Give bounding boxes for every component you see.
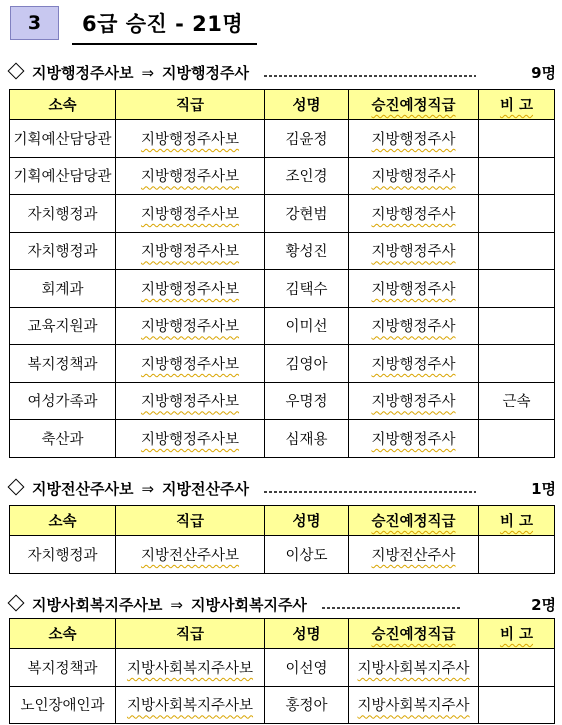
- column-header-grade: 직급: [116, 619, 265, 649]
- cell-remarks: [479, 120, 555, 158]
- promotion-table-2: [9, 505, 555, 574]
- diamond-bullet-icon: [8, 595, 25, 612]
- table-row: [10, 270, 555, 308]
- promotion-table-1: [9, 89, 555, 458]
- cell-grade: 지방행정주사보: [116, 120, 265, 158]
- leader-dots: [322, 597, 462, 615]
- right-arrow-icon: ⇒: [141, 64, 155, 82]
- cell-name: 강현범: [265, 195, 349, 233]
- cell-grade: 지방행정주사보: [116, 232, 265, 270]
- column-header-remarks: 비 고: [479, 506, 555, 536]
- table-header-row: [10, 90, 555, 120]
- cell-name: 심재용: [265, 420, 349, 458]
- cell-remarks: [479, 345, 555, 383]
- section-count: 2명: [531, 596, 556, 614]
- cell-grade: 지방전산주사보: [116, 536, 265, 574]
- table-row: [10, 649, 555, 687]
- cell-remarks: [479, 307, 555, 345]
- cell-target-grade: 지방행정주사: [349, 307, 479, 345]
- table-header-row: [10, 506, 555, 536]
- table-row: [10, 382, 555, 420]
- cell-grade: 지방행정주사보: [116, 307, 265, 345]
- column-header-grade: 직급: [116, 506, 265, 536]
- leader-dots: [264, 481, 476, 499]
- cell-name: 이선영: [265, 649, 349, 687]
- page-title: 6급 승진 - 21명: [82, 12, 244, 36]
- column-header-affiliation: 소속: [10, 90, 116, 120]
- table-row: [10, 120, 555, 158]
- cell-target-grade: 지방행정주사: [349, 157, 479, 195]
- table-row: [10, 420, 555, 458]
- table-row: [10, 307, 555, 345]
- cell-name: 김택수: [265, 270, 349, 308]
- cell-remarks: [479, 649, 555, 687]
- cell-target-grade: 지방행정주사: [349, 382, 479, 420]
- column-header-target-grade: 승진예정직급: [349, 619, 479, 649]
- title-underline: [72, 43, 257, 45]
- table-row: [10, 232, 555, 270]
- section-heading-3: [6, 594, 556, 614]
- cell-grade: 지방행정주사보: [116, 345, 265, 383]
- section-count: 1명: [531, 480, 556, 498]
- cell-grade: 지방행정주사보: [116, 382, 265, 420]
- cell-affiliation: 복지정책과: [10, 345, 116, 383]
- section-from-grade: 지방행정주사보: [32, 64, 134, 82]
- cell-grade: 지방행정주사보: [116, 420, 265, 458]
- cell-remarks: [479, 686, 555, 724]
- cell-remarks: [479, 536, 555, 574]
- cell-affiliation: 기획예산담당관: [10, 157, 116, 195]
- cell-remarks: 근속: [479, 382, 555, 420]
- cell-grade: 지방행정주사보: [116, 157, 265, 195]
- cell-affiliation: 축산과: [10, 420, 116, 458]
- page-header: [10, 6, 550, 40]
- table-row: [10, 345, 555, 383]
- section-to-grade: 지방사회복지주사: [191, 596, 307, 614]
- leader-dots: [264, 65, 476, 83]
- cell-target-grade: 지방행정주사: [349, 270, 479, 308]
- cell-remarks: [479, 420, 555, 458]
- cell-grade: 지방사회복지주사보: [116, 686, 265, 724]
- cell-target-grade: 지방전산주사: [349, 536, 479, 574]
- cell-affiliation: 교육지원과: [10, 307, 116, 345]
- section-number-box: 3: [10, 6, 59, 40]
- column-header-name: 성명: [265, 90, 349, 120]
- cell-name: 이미선: [265, 307, 349, 345]
- table-row: [10, 686, 555, 724]
- section-to-grade: 지방전산주사: [162, 480, 249, 498]
- right-arrow-icon: ⇒: [141, 480, 155, 498]
- cell-affiliation: 기획예산담당관: [10, 120, 116, 158]
- cell-name: 김영아: [265, 345, 349, 383]
- table-row: [10, 157, 555, 195]
- diamond-bullet-icon: [8, 479, 25, 496]
- column-header-remarks: 비 고: [479, 619, 555, 649]
- cell-name: 홍정아: [265, 686, 349, 724]
- cell-remarks: [479, 157, 555, 195]
- cell-affiliation: 자치행정과: [10, 536, 116, 574]
- section-to-grade: 지방행정주사: [162, 64, 249, 82]
- cell-remarks: [479, 232, 555, 270]
- cell-grade: 지방행정주사보: [116, 270, 265, 308]
- cell-remarks: [479, 195, 555, 233]
- column-header-grade: 직급: [116, 90, 265, 120]
- column-header-target-grade: 승진예정직급: [349, 90, 479, 120]
- section-from-grade: 지방사회복지주사보: [32, 596, 163, 614]
- cell-affiliation: 자치행정과: [10, 232, 116, 270]
- cell-grade: 지방사회복지주사보: [116, 649, 265, 687]
- cell-target-grade: 지방사회복지주사: [349, 649, 479, 687]
- section-from-grade: 지방전산주사보: [32, 480, 134, 498]
- table-row: [10, 195, 555, 233]
- cell-affiliation: 여성가족과: [10, 382, 116, 420]
- column-header-name: 성명: [265, 619, 349, 649]
- cell-remarks: [479, 270, 555, 308]
- cell-name: 우명정: [265, 382, 349, 420]
- section-count: 9명: [531, 64, 556, 82]
- section-heading-1: [6, 62, 556, 82]
- cell-target-grade: 지방행정주사: [349, 120, 479, 158]
- diamond-bullet-icon: [8, 63, 25, 80]
- cell-affiliation: 자치행정과: [10, 195, 116, 233]
- cell-target-grade: 지방행정주사: [349, 345, 479, 383]
- cell-name: 조인경: [265, 157, 349, 195]
- cell-affiliation: 복지정책과: [10, 649, 116, 687]
- table-row: [10, 536, 555, 574]
- cell-target-grade: 지방행정주사: [349, 195, 479, 233]
- cell-name: 황성진: [265, 232, 349, 270]
- table-header-row: [10, 619, 555, 649]
- column-header-affiliation: 소속: [10, 619, 116, 649]
- section-heading-2: [6, 478, 556, 498]
- promotion-table-3: [9, 618, 555, 724]
- column-header-target-grade: 승진예정직급: [349, 506, 479, 536]
- cell-affiliation: 회계과: [10, 270, 116, 308]
- cell-name: 김윤정: [265, 120, 349, 158]
- column-header-affiliation: 소속: [10, 506, 116, 536]
- column-header-name: 성명: [265, 506, 349, 536]
- column-header-remarks: 비 고: [479, 90, 555, 120]
- cell-name: 이상도: [265, 536, 349, 574]
- cell-affiliation: 노인장애인과: [10, 686, 116, 724]
- cell-target-grade: 지방행정주사: [349, 420, 479, 458]
- cell-target-grade: 지방행정주사: [349, 232, 479, 270]
- cell-grade: 지방행정주사보: [116, 195, 265, 233]
- cell-target-grade: 지방사회복지주사: [349, 686, 479, 724]
- right-arrow-icon: ⇒: [170, 596, 183, 614]
